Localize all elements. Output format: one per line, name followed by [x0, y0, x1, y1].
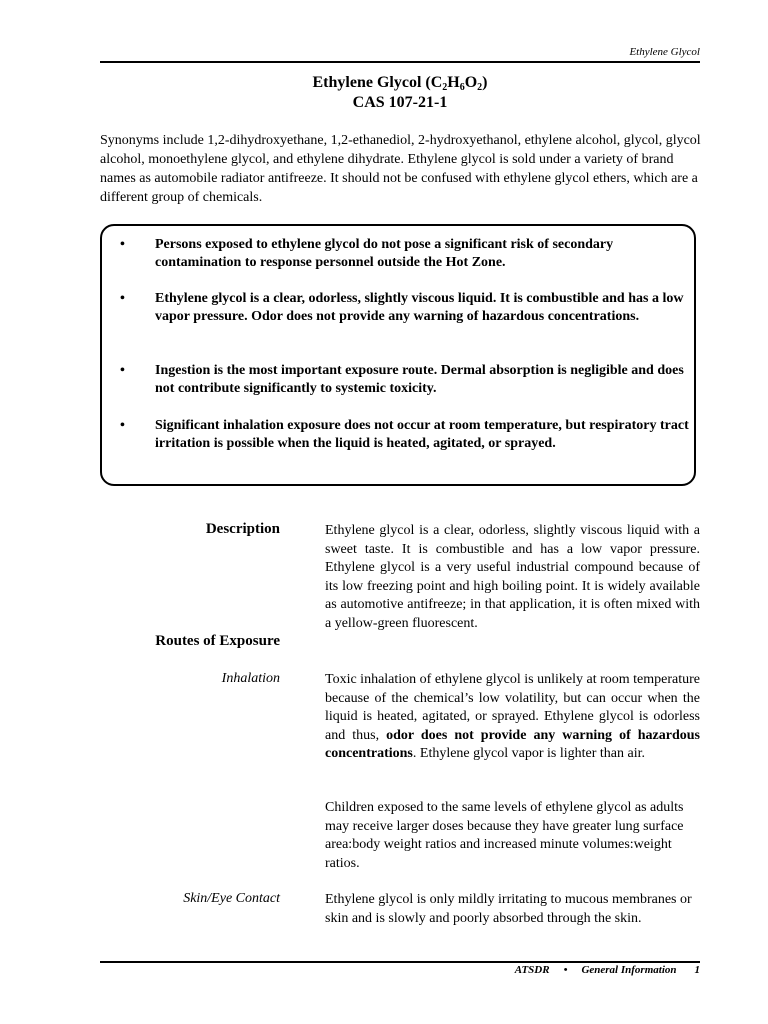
header-rule — [100, 61, 700, 63]
key-points-box — [100, 224, 696, 486]
title-o: O — [464, 74, 478, 91]
bullet-icon: • — [120, 237, 125, 252]
page-number: 1 — [694, 964, 700, 976]
description-heading: Description — [205, 521, 280, 537]
title-sub-c: 2 — [442, 82, 448, 93]
routes-heading: Routes of Exposure — [155, 633, 280, 649]
footer-section: General Information — [581, 964, 677, 976]
intro-paragraph: Synonyms include 1,2-dihydroxyethane, 1,2-ethanediol, 2-hydroxyethanol, ethylene alcohol, glycol, glycol alcohol, monoethylene glycol, and ethylene dihydrate. Ethylene glycol is sold under a variety of brand names as automobile radiator antifreeze. It should not be confused with ethylene glycol ethers, which are a different group of chemicals. — [100, 133, 701, 205]
cas-number: CAS 107-21-1 — [352, 94, 448, 111]
running-head: Ethylene Glycol — [629, 46, 700, 58]
bullet-icon: • — [120, 291, 125, 306]
chemical-name — [100, 73, 700, 93]
odor-warning-emphasis: odor does not provide any warning of hazardous concentrations — [325, 727, 700, 761]
key-point-text: Persons exposed to ethylene glycol do not pose a significant risk of secondary contamination to response personnel outside the Hot Zone. — [155, 237, 614, 270]
footer-rule — [100, 961, 700, 963]
page-footer — [100, 964, 700, 976]
title-sub-o: 2 — [477, 82, 483, 93]
children-paragraph: Children exposed to the same levels of ethylene glycol as adults may receive larger doses because they have greater lung surface area:body weight ratios and increased minute volumes:weight ratios. — [325, 800, 684, 871]
key-point-text: Significant inhalation exposure does not occur at room temperature, but respiratory tract irritation is possible when the liquid is heated, agitated, or sprayed. — [155, 418, 689, 451]
skin-eye-heading: Skin/Eye Contact — [183, 891, 280, 906]
bullet-icon: • — [120, 363, 125, 378]
bullet-icon: • — [120, 418, 125, 433]
footer-separator: • — [563, 964, 568, 976]
skin-eye-text: Ethylene glycol is only mildly irritating to mucous membranes or skin and is slowly and poorly absorbed through the skin. — [325, 892, 692, 926]
key-point-text: Ingestion is the most important exposure route. Dermal absorption is negligible and does not contribute significantly to systemic toxicity. — [155, 363, 684, 396]
inhalation-heading: Inhalation — [221, 671, 280, 686]
document-title — [100, 73, 700, 113]
title-name: Ethylene Glycol (C — [312, 74, 443, 91]
footer-org: ATSDR — [514, 964, 550, 976]
title-h: H — [447, 74, 460, 91]
title-sub-h: 6 — [459, 82, 465, 93]
inhalation-paragraph — [325, 671, 700, 764]
key-point-text: Ethylene glycol is a clear, odorless, slightly viscous liquid. It is combustible and has a low vapor pressure. Odor does not provide any warning of hazardous concentrations. — [155, 291, 684, 324]
description-text: Ethylene glycol is a clear, odorless, slightly viscous liquid with a sweet taste. It is combustible and has a low vapor pressure. Ethylene glycol is a very useful industrial compound because of its low freezing point and high boiling point. It is widely available as automotive antifreeze; in that application, it is often mixed with a yellow-green fluorescent. — [325, 523, 700, 631]
title-close: ) — [482, 74, 488, 91]
inhalation-text-end: . Ethylene glycol vapor is lighter than air. — [412, 746, 645, 761]
inhalation-text: Toxic inhalation of ethylene glycol is unlikely at room temperature because of the chemical’s low volatility, but can occur when the liquid is heated, agitated, or sprayed. Ethylene glycol is odorless and thus, — [325, 672, 700, 743]
